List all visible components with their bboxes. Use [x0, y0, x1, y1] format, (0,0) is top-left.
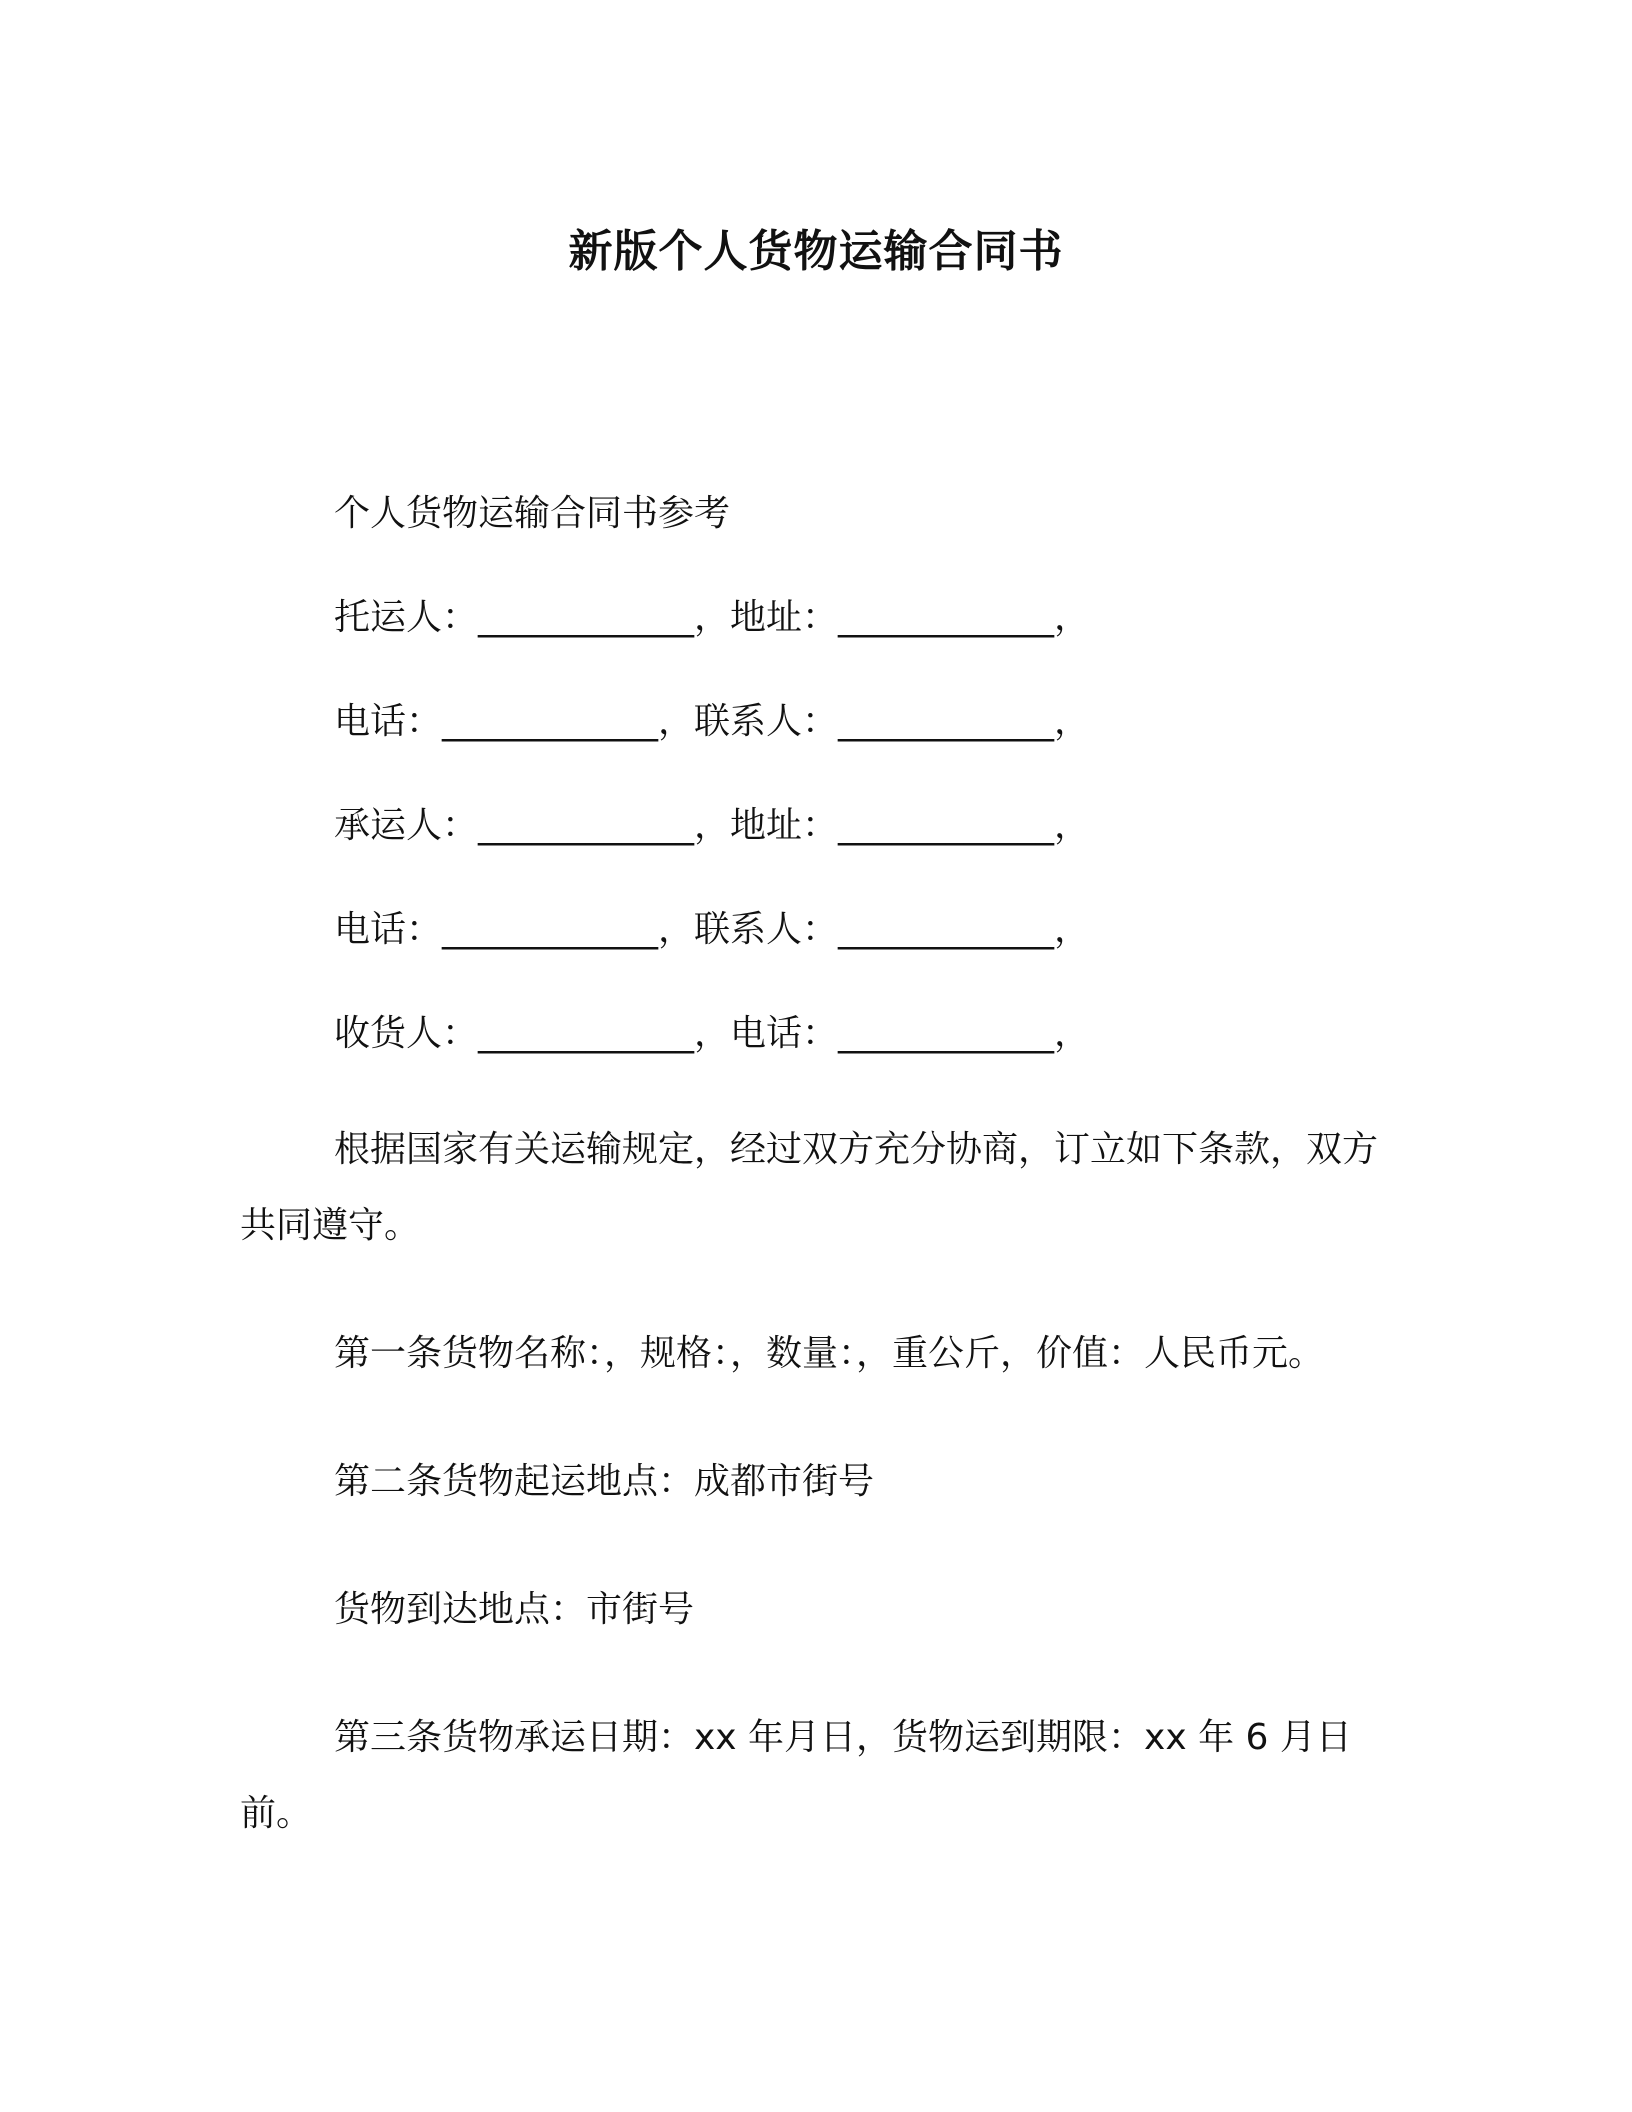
arrival-location: 货物到达地点：市街号 [334, 1589, 695, 1630]
document-title: 新版个人货物运输合同书 [568, 226, 1064, 277]
article-3: 第三条货物承运日期：xx 年月日，货物运到期限：xx 年 6 月日前。 [240, 1717, 1352, 1834]
subtitle-line: 个人货物运输合同书参考 [334, 493, 731, 534]
carrier-line: 承运人：____________，地址：____________， [334, 805, 1091, 846]
article-1: 第一条货物名称：，规格：，数量：，重公斤，价值：人民币元。 [334, 1333, 1325, 1374]
article-2: 第二条货物起运地点：成都市街号 [334, 1461, 875, 1502]
carrier-phone-line: 电话：____________，联系人：____________， [334, 909, 1091, 950]
document-body [240, 488, 1400, 1904]
basis-paragraph: 根据国家有关运输规定，经过双方充分协商，订立如下条款，双方共同遵守。 [240, 1129, 1379, 1246]
shipper-phone-line: 电话：____________，联系人：____________， [334, 701, 1091, 742]
consignee-line: 收货人：____________，电话：____________， [334, 1013, 1091, 1054]
shipper-line: 托运人：____________，地址：____________， [334, 597, 1091, 638]
